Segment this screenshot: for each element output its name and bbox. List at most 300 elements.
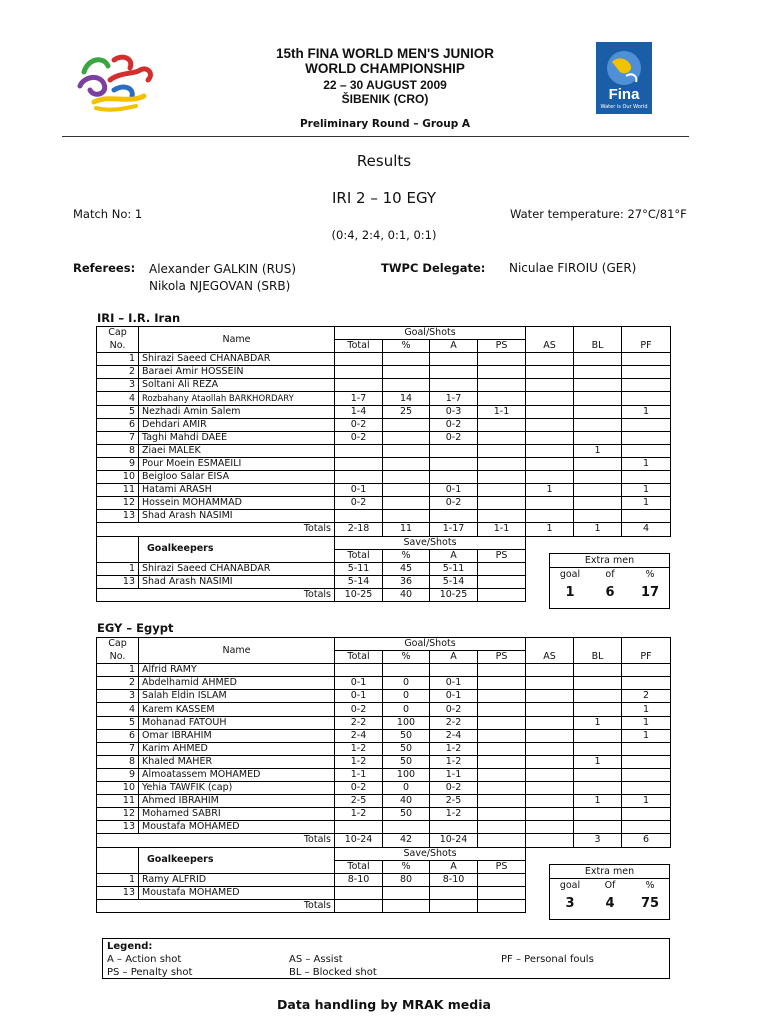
player-cap: 8 xyxy=(97,444,139,457)
player-total: 1-2 xyxy=(335,808,383,821)
player-pf xyxy=(622,431,671,444)
legend-penalty-shot: PS – Penalty shot xyxy=(107,967,193,978)
player-cap: 12 xyxy=(97,808,139,821)
player-pct xyxy=(383,484,430,497)
player-pf: 1 xyxy=(622,716,671,729)
water-temperature: Water temperature: 27°C/81°F xyxy=(510,207,687,221)
player-name: Ziaei MALEK xyxy=(139,444,335,457)
player-as xyxy=(526,664,574,677)
gk-pct: 80 xyxy=(383,873,430,886)
player-pct: 0 xyxy=(383,703,430,716)
extra-men-goal-label: goal xyxy=(559,880,581,891)
player-pf xyxy=(622,510,671,523)
player-name: Mohanad FATOUH xyxy=(139,716,335,729)
player-bl xyxy=(574,677,622,690)
player-row xyxy=(97,418,671,431)
player-total: 0-2 xyxy=(335,418,383,431)
player-a: 1-2 xyxy=(430,742,478,755)
player-total: 1-2 xyxy=(335,755,383,768)
delegate-name: Niculae FIROIU (GER) xyxy=(509,261,637,275)
player-a: 1-1 xyxy=(430,768,478,781)
gk-blank xyxy=(97,549,139,562)
player-total: 2-5 xyxy=(335,795,383,808)
player-a: 1-2 xyxy=(430,808,478,821)
player-total: 1-1 xyxy=(335,768,383,781)
player-name: Pour Moein ESMAEILI xyxy=(139,457,335,470)
gk-totals-pct: 40 xyxy=(383,588,430,601)
player-ps xyxy=(478,742,526,755)
player-row xyxy=(97,353,671,366)
gk-total: 5-11 xyxy=(335,562,383,575)
player-bl xyxy=(574,471,622,484)
player-cap: 3 xyxy=(97,690,139,703)
player-row xyxy=(97,664,671,677)
extra-men-of: 6 xyxy=(605,585,615,600)
col-bl: BL xyxy=(574,651,622,664)
player-pct xyxy=(383,457,430,470)
player-pf xyxy=(622,353,671,366)
player-bl xyxy=(574,431,622,444)
col-name: Name xyxy=(139,327,335,353)
player-pct xyxy=(383,418,430,431)
player-name: Hossein MOHAMMAD xyxy=(139,497,335,510)
gk-blank xyxy=(97,847,139,860)
player-cap: 5 xyxy=(97,716,139,729)
player-pf: 1 xyxy=(622,405,671,418)
player-cap: 7 xyxy=(97,431,139,444)
col-blank xyxy=(574,327,622,340)
gk-name: Moustafa MOHAMED xyxy=(139,886,335,899)
col-total: Total xyxy=(335,651,383,664)
player-bl xyxy=(574,484,622,497)
player-total xyxy=(335,471,383,484)
gk-col-ps: PS xyxy=(478,860,526,873)
player-cap: 9 xyxy=(97,768,139,781)
player-name: Salah Eldin ISLAM xyxy=(139,690,335,703)
player-cap: 13 xyxy=(97,821,139,834)
player-name: Almoatassem MOHAMED xyxy=(139,768,335,781)
extra-men-pct: 75 xyxy=(640,896,660,911)
player-a: 1-2 xyxy=(430,755,478,768)
player-a xyxy=(430,444,478,457)
player-ps xyxy=(478,484,526,497)
totals-ps: 1-1 xyxy=(478,523,526,536)
player-bl xyxy=(574,366,622,379)
player-as xyxy=(526,729,574,742)
player-pf: 1 xyxy=(622,703,671,716)
player-ps xyxy=(478,664,526,677)
player-ps xyxy=(478,755,526,768)
gk-a: 5-14 xyxy=(430,575,478,588)
player-as xyxy=(526,366,574,379)
player-a: 0-2 xyxy=(430,418,478,431)
gk-pct: 36 xyxy=(383,575,430,588)
col-a: A xyxy=(430,340,478,353)
player-ps xyxy=(478,471,526,484)
player-bl xyxy=(574,782,622,795)
championship-dates-venue xyxy=(200,78,570,106)
period-scores: (0:4, 2:4, 0:1, 0:1) xyxy=(331,228,437,242)
player-total: 2-2 xyxy=(335,716,383,729)
player-a xyxy=(430,457,478,470)
player-a xyxy=(430,510,478,523)
player-cap: 10 xyxy=(97,471,139,484)
player-as xyxy=(526,392,574,405)
extra-men-of: 4 xyxy=(605,896,615,911)
player-a: 2-2 xyxy=(430,716,478,729)
player-a: 0-1 xyxy=(430,677,478,690)
col-pct: % xyxy=(383,651,430,664)
gk-a: 5-11 xyxy=(430,562,478,575)
player-ps xyxy=(478,457,526,470)
player-cap: 11 xyxy=(97,795,139,808)
player-as xyxy=(526,755,574,768)
player-a xyxy=(430,471,478,484)
player-name: Abdelhamid AHMED xyxy=(139,677,335,690)
player-a xyxy=(430,379,478,392)
totals-a: 10-24 xyxy=(430,834,478,847)
player-name: Taghi Mahdi DAEE xyxy=(139,431,335,444)
referees-label: Referees: xyxy=(73,261,136,275)
player-a: 2-4 xyxy=(430,729,478,742)
player-total: 0-1 xyxy=(335,677,383,690)
results-title: Results xyxy=(356,152,412,170)
player-ps xyxy=(478,795,526,808)
player-a: 2-5 xyxy=(430,795,478,808)
player-pf xyxy=(622,782,671,795)
extra-men-goal: 1 xyxy=(565,585,575,600)
player-ps xyxy=(478,768,526,781)
gk-name: Shirazi Saeed CHANABDAR xyxy=(139,562,335,575)
player-name: Omar IBRAHIM xyxy=(139,729,335,742)
player-pct xyxy=(383,353,430,366)
gk-totals-blank xyxy=(97,588,139,601)
player-as xyxy=(526,808,574,821)
player-ps xyxy=(478,366,526,379)
player-as xyxy=(526,690,574,703)
gk-col-a: A xyxy=(430,860,478,873)
player-as xyxy=(526,703,574,716)
extra-men-of-label: Of xyxy=(604,880,616,891)
legend-blocked-shot: BL – Blocked shot xyxy=(289,967,377,978)
totals-pct: 11 xyxy=(383,523,430,536)
player-row xyxy=(97,366,671,379)
player-row xyxy=(97,457,671,470)
player-pf: 1 xyxy=(622,729,671,742)
player-cap: 4 xyxy=(97,392,139,405)
player-ps xyxy=(478,353,526,366)
player-pf xyxy=(622,418,671,431)
totals-as xyxy=(526,834,574,847)
col-blank xyxy=(526,638,574,651)
gk-empty xyxy=(526,536,574,549)
player-total xyxy=(335,444,383,457)
player-pct: 100 xyxy=(383,716,430,729)
player-as: 1 xyxy=(526,484,574,497)
player-cap: 13 xyxy=(97,510,139,523)
player-pf xyxy=(622,392,671,405)
player-cap: 2 xyxy=(97,366,139,379)
player-pf xyxy=(622,664,671,677)
player-row xyxy=(97,795,671,808)
player-bl xyxy=(574,510,622,523)
player-a: 1-7 xyxy=(430,392,478,405)
player-a: 0-2 xyxy=(430,431,478,444)
extra-men-of-label: of xyxy=(605,569,615,580)
gk-col-pct: % xyxy=(383,860,430,873)
player-name: Karem KASSEM xyxy=(139,703,335,716)
player-name: Karim AHMED xyxy=(139,742,335,755)
player-a: 0-1 xyxy=(430,690,478,703)
player-total: 0-2 xyxy=(335,431,383,444)
player-cap: 6 xyxy=(97,729,139,742)
col-pct: % xyxy=(383,340,430,353)
player-as xyxy=(526,782,574,795)
gk-cap: 13 xyxy=(97,575,139,588)
player-row xyxy=(97,484,671,497)
gk-blank xyxy=(97,860,139,873)
col-blank xyxy=(622,327,671,340)
player-a xyxy=(430,366,478,379)
player-a: 0-2 xyxy=(430,703,478,716)
col-goal-shots: Goal/Shots xyxy=(335,638,526,651)
player-total: 0-1 xyxy=(335,690,383,703)
player-row xyxy=(97,444,671,457)
gk-totals-total xyxy=(335,899,383,912)
player-bl xyxy=(574,703,622,716)
gk-totals-a: 10-25 xyxy=(430,588,478,601)
player-pf xyxy=(622,379,671,392)
player-bl xyxy=(574,742,622,755)
player-pf xyxy=(622,821,671,834)
gk-totals-a xyxy=(430,899,478,912)
gk-empty xyxy=(574,536,622,549)
gk-totals-label: Totals xyxy=(139,588,335,601)
player-pct: 50 xyxy=(383,755,430,768)
gk-totals-ps xyxy=(478,588,526,601)
gk-ps xyxy=(478,575,526,588)
col-blank xyxy=(622,638,671,651)
player-a: 0-2 xyxy=(430,782,478,795)
player-bl: 1 xyxy=(574,716,622,729)
player-a xyxy=(430,664,478,677)
gk-totals-ps xyxy=(478,899,526,912)
player-as xyxy=(526,742,574,755)
gk-totals-total: 10-25 xyxy=(335,588,383,601)
player-pf: 1 xyxy=(622,484,671,497)
gk-ps xyxy=(478,886,526,899)
player-bl: 1 xyxy=(574,755,622,768)
gk-empty xyxy=(622,847,671,860)
player-as xyxy=(526,821,574,834)
player-name: Baraei Amir HOSSEIN xyxy=(139,366,335,379)
player-as xyxy=(526,353,574,366)
col-pf: PF xyxy=(622,651,671,664)
player-row xyxy=(97,510,671,523)
col-as: AS xyxy=(526,340,574,353)
player-pf: 1 xyxy=(622,497,671,510)
col-bl: BL xyxy=(574,340,622,353)
player-ps xyxy=(478,716,526,729)
title-line-1: 15th FINA WORLD MEN'S JUNIOR xyxy=(276,46,494,61)
player-pct: 0 xyxy=(383,782,430,795)
col-blank xyxy=(526,327,574,340)
team-title-egy: EGY – Egypt xyxy=(97,621,174,635)
player-pct xyxy=(383,821,430,834)
extra-men-pct-label: % xyxy=(645,569,655,580)
player-name: Beigloo Salar EISA xyxy=(139,471,335,484)
player-a: 0-1 xyxy=(430,484,478,497)
player-name: Shirazi Saeed CHANABDAR xyxy=(139,353,335,366)
extra-men-pct: 17 xyxy=(640,585,660,600)
player-pct xyxy=(383,379,430,392)
player-bl: 1 xyxy=(574,444,622,457)
player-bl xyxy=(574,379,622,392)
player-as xyxy=(526,768,574,781)
player-as xyxy=(526,457,574,470)
player-as xyxy=(526,716,574,729)
col-blank xyxy=(574,638,622,651)
legend-title: Legend: xyxy=(107,941,153,952)
gk-label: Goalkeepers xyxy=(139,536,335,562)
match-number: Match No: 1 xyxy=(73,207,143,221)
col-cap: Cap xyxy=(97,638,139,651)
col-cap: Cap xyxy=(97,327,139,340)
legend-action-shot: A – Action shot xyxy=(107,954,182,965)
player-ps xyxy=(478,729,526,742)
team-title-iri: IRI – I.R. Iran xyxy=(97,311,181,325)
player-pct xyxy=(383,510,430,523)
player-as xyxy=(526,795,574,808)
player-cap: 6 xyxy=(97,418,139,431)
venue: ŠIBENIK (CRO) xyxy=(341,92,429,106)
player-as xyxy=(526,510,574,523)
player-cap: 11 xyxy=(97,484,139,497)
gk-blank xyxy=(97,536,139,549)
totals-as: 1 xyxy=(526,523,574,536)
player-bl xyxy=(574,690,622,703)
player-total: 1-2 xyxy=(335,742,383,755)
col-no: No. xyxy=(97,651,139,664)
player-pf xyxy=(622,808,671,821)
player-name: Khaled MAHER xyxy=(139,755,335,768)
legend-box xyxy=(102,938,670,979)
totals-total: 2-18 xyxy=(335,523,383,536)
player-as xyxy=(526,497,574,510)
player-pct xyxy=(383,664,430,677)
player-as xyxy=(526,418,574,431)
championship-logo xyxy=(74,50,158,114)
player-total xyxy=(335,353,383,366)
gk-save-shots: Save/Shots xyxy=(335,536,526,549)
col-total: Total xyxy=(335,340,383,353)
gk-totals-pct xyxy=(383,899,430,912)
player-pct xyxy=(383,497,430,510)
player-cap: 8 xyxy=(97,755,139,768)
player-ps xyxy=(478,418,526,431)
player-bl xyxy=(574,457,622,470)
player-pct xyxy=(383,444,430,457)
totals-blank xyxy=(97,834,139,847)
player-bl xyxy=(574,729,622,742)
totals-label: Totals xyxy=(139,834,335,847)
player-ps xyxy=(478,510,526,523)
player-cap: 5 xyxy=(97,405,139,418)
player-cap: 7 xyxy=(97,742,139,755)
player-pct: 50 xyxy=(383,742,430,755)
player-cap: 4 xyxy=(97,703,139,716)
col-ps: PS xyxy=(478,340,526,353)
player-bl xyxy=(574,405,622,418)
player-row xyxy=(97,405,671,418)
player-ps: 1-1 xyxy=(478,405,526,418)
extra-men-box-iri xyxy=(549,553,670,609)
player-ps xyxy=(478,782,526,795)
gk-header-row xyxy=(97,847,671,860)
player-ps xyxy=(478,703,526,716)
gk-col-total: Total xyxy=(335,860,383,873)
player-total xyxy=(335,366,383,379)
gk-empty xyxy=(526,847,574,860)
player-pct xyxy=(383,431,430,444)
player-row xyxy=(97,392,671,405)
gk-name: Shad Arash NASIMI xyxy=(139,575,335,588)
player-cap: 3 xyxy=(97,379,139,392)
player-name: Moustafa MOHAMED xyxy=(139,821,335,834)
player-row xyxy=(97,742,671,755)
player-total: 0-2 xyxy=(335,703,383,716)
player-total: 0-2 xyxy=(335,782,383,795)
match-score: IRI 2 – 10 EGY xyxy=(332,189,436,207)
phase-label: Preliminary Round – Group A xyxy=(299,118,471,130)
player-cap: 1 xyxy=(97,664,139,677)
extra-men-title: Extra men xyxy=(550,555,669,568)
gk-total: 5-14 xyxy=(335,575,383,588)
gk-cap: 13 xyxy=(97,886,139,899)
player-row xyxy=(97,729,671,742)
player-total: 1-4 xyxy=(335,405,383,418)
player-name: Ahmed IBRAHIM xyxy=(139,795,335,808)
col-no: No. xyxy=(97,340,139,353)
gk-name: Ramy ALFRID xyxy=(139,873,335,886)
player-pct: 100 xyxy=(383,768,430,781)
player-name: Soltani Ali REZA xyxy=(139,379,335,392)
player-name: Alfrid RAMY xyxy=(139,664,335,677)
player-ps xyxy=(478,690,526,703)
player-as xyxy=(526,405,574,418)
legend-personal-fouls: PF – Personal fouls xyxy=(501,954,594,965)
player-bl xyxy=(574,768,622,781)
player-a: 0-3 xyxy=(430,405,478,418)
player-ps xyxy=(478,677,526,690)
player-total xyxy=(335,821,383,834)
totals-row xyxy=(97,834,671,847)
gk-col-total: Total xyxy=(335,549,383,562)
player-pf: 2 xyxy=(622,690,671,703)
player-bl xyxy=(574,418,622,431)
gk-empty xyxy=(574,847,622,860)
gk-save-shots: Save/Shots xyxy=(335,847,526,860)
player-row xyxy=(97,379,671,392)
player-as xyxy=(526,431,574,444)
player-a: 0-2 xyxy=(430,497,478,510)
gk-pct xyxy=(383,886,430,899)
gk-header-row xyxy=(97,536,671,549)
col-name: Name xyxy=(139,638,335,664)
player-ps xyxy=(478,808,526,821)
referee-2: Nikola NJEGOVAN (SRB) xyxy=(149,279,291,293)
player-pf xyxy=(622,677,671,690)
